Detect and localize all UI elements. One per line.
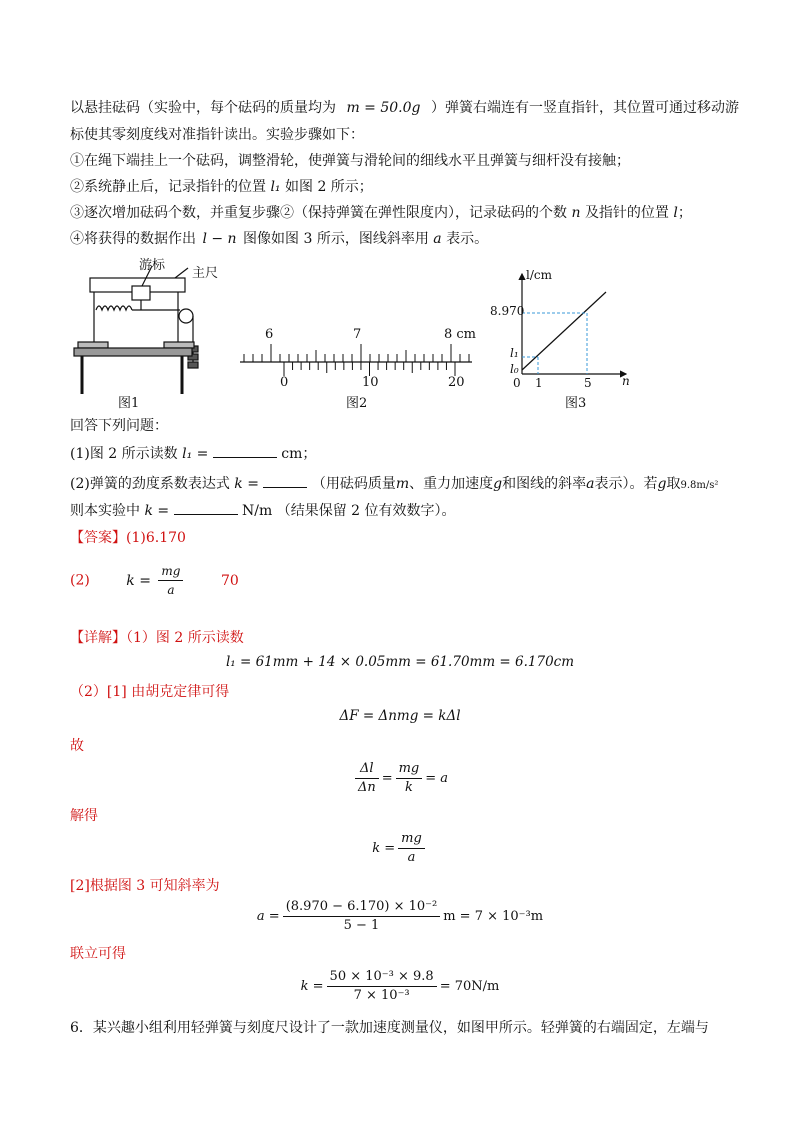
var-a: a <box>433 231 442 247</box>
denominator: 5 − 1 <box>343 918 380 933</box>
var-a: a <box>586 476 595 492</box>
text: 及指针的位置 <box>584 205 669 221</box>
vernier-label-20: 20 <box>448 375 465 390</box>
vernier-label-0: 0 <box>280 375 289 390</box>
answer-line-1 <box>70 528 186 548</box>
fraction-slope <box>283 898 441 935</box>
text: （结果保留 2 位有效数字）。 <box>276 503 456 519</box>
step-2 <box>70 177 373 197</box>
answer-tag: 【答案】 <box>70 530 126 546</box>
y-axis-label: l/cm <box>526 268 552 282</box>
numerator: Δl <box>355 760 379 779</box>
lhs: k = <box>300 979 324 994</box>
table-top <box>74 348 192 356</box>
vernier-slider <box>132 286 150 300</box>
detail-line-3: 故 <box>70 738 84 754</box>
figure-2-caption: 图2 <box>346 396 368 411</box>
text: 表示）。若 <box>594 476 658 492</box>
answer-1: (1)6.170 <box>126 530 186 546</box>
y-tick-l0: l₀ <box>510 362 519 376</box>
numerator: mg <box>398 830 425 849</box>
text: 如图 2 所示； <box>285 179 373 195</box>
numerator: 50 × 10⁻³ × 9.8 <box>327 968 437 987</box>
intro-line-2: 标使其零刻度线对准指针读出。实验步骤如下： <box>70 127 364 143</box>
text: 则本实验中 <box>70 503 140 519</box>
equation-3: $\frac{\Delta l}{\Delta n}$ = $\frac{mg}{k}$ = a <box>0 760 800 797</box>
vernier-label-10: 10 <box>362 375 379 390</box>
figure-1-caption: 图1 <box>118 396 140 411</box>
var-l: l <box>673 205 678 221</box>
text: (1)图 2 所示读数 <box>70 446 178 462</box>
main-label-7: 7 <box>353 327 362 342</box>
main-label-8cm: 8 cm <box>444 327 477 342</box>
text: ②系统静止后，记录指针的位置 <box>70 179 266 195</box>
answer-2-label: (2) <box>70 572 90 589</box>
text: （用砝码质量 <box>311 476 396 492</box>
text: ④将获得的数据作出 <box>70 231 196 247</box>
questions-intro: 回答下列问题： <box>70 418 168 434</box>
denominator: a <box>407 850 416 865</box>
equation-2: ΔF = Δnmg = kΔl <box>339 708 461 724</box>
detail-line-2: （2）[1] 由胡克定律可得 <box>70 684 230 700</box>
lhs: k = <box>372 841 396 856</box>
rhs: = 70N/m <box>439 979 500 994</box>
answer-blank-2[interactable] <box>263 473 307 488</box>
unit-cm: cm； <box>281 446 317 462</box>
equation-1: l₁ = 61mm + 14 × 0.05mm = 61.70mm = 6.170cm <box>225 654 575 670</box>
rhs: m = 7 × 10⁻³m <box>443 909 544 924</box>
denominator: Δn <box>357 780 376 795</box>
detail-line-6: 联立可得 <box>70 946 126 962</box>
unit-n-per-m: N/m <box>242 503 273 519</box>
text: ）弹簧右端连有一竖直指针，其位置可通过移动游 <box>430 100 739 116</box>
rhs: = a <box>425 771 449 786</box>
numerator: (8.970 − 6.170) × 10⁻² <box>283 898 441 917</box>
detail-line-4: 解得 <box>70 808 98 824</box>
answer-blank-1[interactable] <box>213 443 277 458</box>
numerator: mg <box>158 562 183 581</box>
answer-2-value: 70 <box>220 572 239 589</box>
step-3 <box>70 203 692 223</box>
equation-4 <box>0 830 800 867</box>
next-question: 6．某兴趣小组利用轻弹簧与刻度尺设计了一款加速度测量仪，如图甲所示。轻弹簧的右端固定，左端与 <box>70 1020 709 1036</box>
y-tick-8970: 8.970 <box>490 304 525 318</box>
intro-line-1 <box>70 98 739 118</box>
detail-line-1 <box>70 628 244 648</box>
x-tick-1: 1 <box>535 376 543 390</box>
denominator: k <box>404 780 413 795</box>
text: 以悬挂砝码（实验中，每个砝码的质量均为 <box>70 100 336 116</box>
text: 和图线的斜率 <box>502 476 587 492</box>
question-3 <box>70 500 456 521</box>
x-axis-label: n <box>622 374 630 388</box>
var-g: g <box>657 476 667 492</box>
detail-line-5: [2]根据图 3 可知斜率为 <box>70 878 220 894</box>
answer-fraction <box>158 562 183 599</box>
denominator: 7 × 10⁻³ <box>353 988 410 1003</box>
fraction-mg-a <box>398 830 425 867</box>
answer-k: k = <box>126 572 151 589</box>
x-tick-5: 5 <box>584 376 592 390</box>
var-l1: l₁ = <box>182 446 209 462</box>
var-n: n <box>571 205 581 221</box>
denominator: a <box>167 583 175 597</box>
fraction-dl-dn <box>355 760 379 797</box>
origin-label: 0 <box>513 376 521 390</box>
detail-tag: 【详解】 <box>70 630 126 646</box>
var-k: k = <box>144 503 170 519</box>
figure-3-caption: 图3 <box>565 396 587 411</box>
text: 表示。 <box>446 231 489 247</box>
lhs: a = <box>256 909 280 924</box>
answer-line-2 <box>70 562 239 598</box>
pulley <box>179 309 193 323</box>
vernier-ticks <box>244 344 469 376</box>
var-m: m <box>395 476 410 492</box>
fraction-mg-k <box>396 760 423 797</box>
data-line <box>522 292 606 370</box>
main-label-6: 6 <box>265 327 274 342</box>
equation-5 <box>0 898 800 935</box>
equation-6 <box>0 968 800 1005</box>
expr-l-n: l − n <box>202 231 237 247</box>
y-tick-l1: l₁ <box>510 346 519 360</box>
text: 图像如图 3 所示，图线斜率用 <box>243 231 429 247</box>
question-1 <box>70 443 316 464</box>
text: 取 <box>666 476 681 492</box>
step-1: ①在绳下端挂上一个砝码，调整滑轮，使弹簧与滑轮间的细线水平且弹簧与细杆没有接触； <box>70 153 630 169</box>
var-g: g <box>493 476 503 492</box>
var-l1: l₁ <box>270 179 281 195</box>
text: （1）图 2 所示读数 <box>126 630 244 646</box>
gravity-value: 9.8m/s² <box>680 480 719 491</box>
fraction-k-value <box>327 968 437 1005</box>
answer-blank-3[interactable] <box>174 500 238 515</box>
step-4 <box>70 229 488 249</box>
text: 、重力加速度 <box>409 476 494 492</box>
mass-expression: m = 50.0g <box>346 100 421 116</box>
question-2 <box>70 473 718 496</box>
label-main-scale: 主尺 <box>192 266 219 281</box>
label-vernier: 游标 <box>139 258 166 273</box>
numerator: mg <box>396 760 423 779</box>
var-k: k = <box>234 476 259 492</box>
text: ③逐次增加砝码个数，并重复步骤②（保持弹簧在弹性限度内），记录砝码的个数 <box>70 205 567 221</box>
text: (2)弹簧的劲度系数表达式 <box>70 476 230 492</box>
text: ； <box>677 205 692 221</box>
spring <box>96 306 132 310</box>
